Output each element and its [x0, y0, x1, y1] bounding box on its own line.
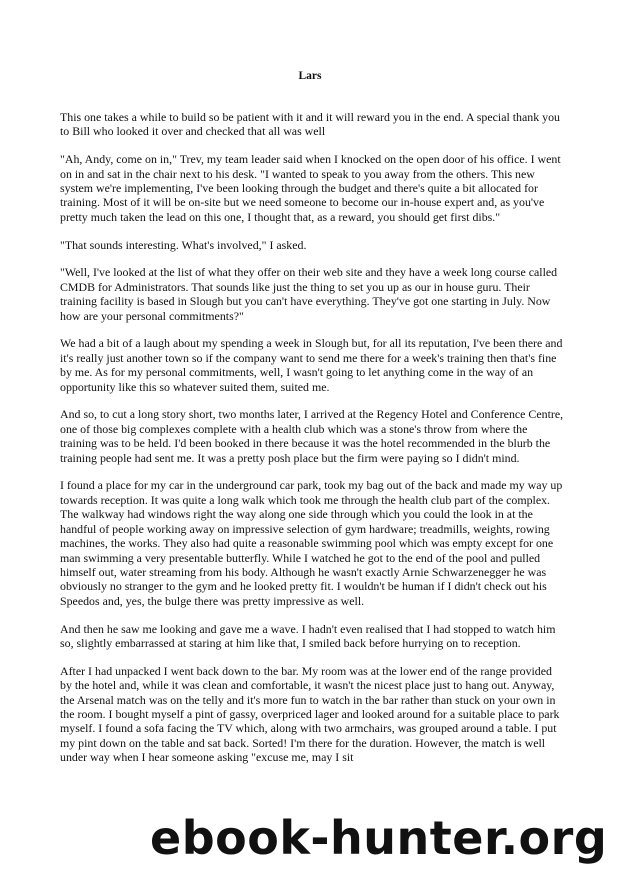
watermark: ebook-hunter.org: [150, 811, 608, 865]
document-body: [60, 110, 565, 778]
paragraph: We had a bit of a laugh about my spending a week in Slough but, for all its reputation, I've been there and it's really just another town so if the company want to send me there for a week's training then that's fine by me. As for my personal commitments, well, I wasn't going to let anything come in the way of an opportunity like this so whatever suited them, suited me.: [60, 336, 563, 394]
paragraph: After I had unpacked I went back down to the bar. My room was at the lower end of the range provided by the hotel and, while it was clean and comfortable, it wasn't the nicest place just to hang out. Anyway, the Arsenal match was on the telly and it's more fun to watch in the bar rather than stuck on your own in the room. I bought myself a pint of gassy, overpriced lager and looked around for a suitable place to park myself. I found a sofa facing the TV which, along with two armchairs, was grouped around a table. I put my pint down on the table and sat back. Sorted! I'm there for the duration. However, the match is well under way when I hear someone asking "excuse me, may I sit: [60, 663, 560, 765]
paragraph: "Well, I've looked at the list of what they offer on their web site and they have a week long course called CMDB for Administrators. That sounds like just the thing to set you up as our in house guru. Their training facility is based in Slough but you can't have everything. They've got one starting in July. Now how are your personal commitments?": [60, 265, 558, 323]
paragraph: And so, to cut a long story short, two months later, I arrived at the Regency Hotel and Conference Centre, one of those big complexes complete with a health club which was a stone's throw from where the training was to be held. I'd been booked in there because it was the hotel recommended in the blurb the training people had sent me. It was a pretty posh place but the firm were paying so I didn't mind.: [60, 407, 564, 465]
paragraph: "That sounds interesting. What's involved," I asked.: [60, 237, 307, 252]
document-title: Lars: [298, 70, 322, 82]
paragraph: And then he saw me looking and gave me a wave. I hadn't even realised that I had stopped to watch him so, slightly embarrassed at staring at him like that, I smiled back before hurrying on to reception.: [60, 621, 556, 650]
paragraph: This one takes a while to build so be patient with it and it will reward you in the end. A special thank you to Bill who looked it over and checked that all was well: [60, 110, 560, 139]
paragraph: "Ah, Andy, come on in," Trev, my team leader said when I knocked on the open door of his office. I went on in and sat in the chair next to his desk. "I wanted to speak to you away from the others. This new system we're implementing, I've been looking through the budget and there's quite a bit allocated for training. Most of it will be on-site but we need someone to become our in-house expert and, as you've pretty much taken the lead on this one, I thought that, as a reward, you should get first dibs.": [60, 152, 561, 224]
paragraph: I found a place for my car in the underground car park, took my bag out of the back and made my way up towards reception. It was quite a long walk which took me through the health club part of the complex. The walkway had windows right the way along one side through which you could the look in at the handful of people working away on impressive selection of gym hardware; treadmills, weights, rowing machines, the works. They also had quite a reasonable swimming pool which was empty except for one man swimming a very presentable butterfly. While I watched he got to the end of the pool and pulled himself out, water streaming from his body. Although he wasn't exactly Arnie Schwarzenegger he was obviously no stranger to the gym and he looked pretty fit. I wouldn't be human if I didn't check out his Speedos and, yes, the bulge there was pretty impressive as well.: [60, 478, 563, 608]
